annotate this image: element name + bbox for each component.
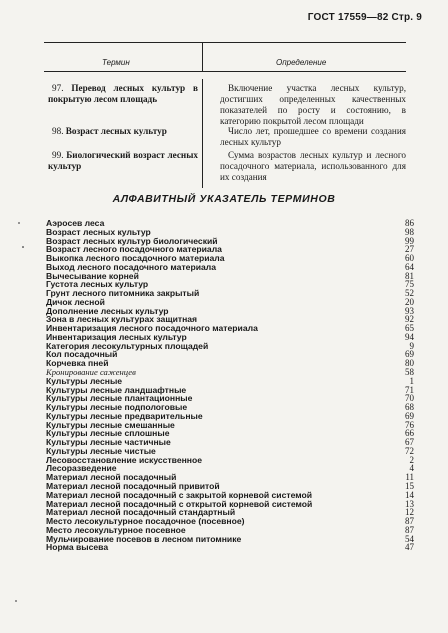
table-column-divider <box>202 79 203 188</box>
index-term-number: 13 <box>405 498 414 509</box>
index-term: Материал лесной посадочный привитой <box>46 480 220 491</box>
index-term-number: 4 <box>409 463 414 474</box>
index-term-number: 69 <box>405 349 414 360</box>
index-term: Инвентаризация лесного посадочного материала <box>46 323 258 334</box>
index-term: Место лесокультурное посадочное (посевное) <box>46 516 245 527</box>
index-term: Культуры лесные плантационные <box>46 393 193 404</box>
index-term-number: 81 <box>405 270 414 281</box>
index-term: Культуры лесные <box>46 375 123 386</box>
index-term: Лесоразведение <box>46 463 117 474</box>
term-number: 98. <box>52 126 64 136</box>
index-term-number: 58 <box>405 367 414 378</box>
index-term-number: 66 <box>405 428 414 439</box>
scan-speck <box>22 246 24 248</box>
table-header-divider <box>202 42 203 71</box>
index-term-number: 1 <box>409 375 414 386</box>
index-term: Аэросев леса <box>46 218 105 228</box>
index-term-number: 54 <box>405 533 414 544</box>
index-term-number: 60 <box>405 253 414 264</box>
index-term-number: 80 <box>405 358 414 369</box>
index-term-number: 86 <box>405 218 414 228</box>
index-term-number: 70 <box>405 393 414 404</box>
column-header-term: Термин <box>102 58 130 67</box>
index-term: Культуры лесные ландшафтные <box>46 384 187 395</box>
index-term: Категория лесокультурных площадей <box>46 340 209 351</box>
index-term-number: 12 <box>405 507 414 518</box>
term-cell <box>48 126 198 137</box>
index-term: Культуры лесные чистые <box>46 445 156 456</box>
scan-speck <box>18 222 20 224</box>
index-term: Дичок лесной <box>46 296 105 307</box>
index-term-number: 47 <box>405 542 414 553</box>
index-term-number: 99 <box>405 235 414 246</box>
index-term-number: 20 <box>405 296 414 307</box>
index-term: Кронирование саженцев <box>46 367 136 378</box>
term-cell <box>48 150 198 172</box>
index-term: Материал лесной посадочный с открытой корневой системой <box>46 498 313 509</box>
index-term-number: 27 <box>405 244 414 255</box>
index-term: Грунт лесного питомника закрытый <box>46 288 200 299</box>
index-term: Дополнение лесных культур <box>46 305 169 316</box>
alphabetical-index <box>46 219 414 552</box>
index-term: Культуры лесные частичные <box>46 437 171 448</box>
index-term: Кол посадочный <box>46 349 118 360</box>
index-term: Место лесокультурное посевное <box>46 524 186 535</box>
index-term: Культуры лесные предварительные <box>46 410 203 421</box>
index-entry <box>46 543 414 552</box>
index-term: Материал лесной посадочный стандартный <box>46 507 236 518</box>
definition-text: Включение участка лесных культур, достигших определенных качественных показателей по росту и состоянию, в категорию покрытой лесом площади <box>220 83 406 126</box>
definition-cell <box>220 150 406 183</box>
index-term: Культуры лесные смешанные <box>46 419 175 430</box>
term-number: 97. <box>52 83 64 93</box>
index-term: Вычесывание корней <box>46 270 139 281</box>
index-term: Мульчирование посевов в лесном питомнике <box>46 533 242 544</box>
index-term-number: 67 <box>405 437 414 448</box>
index-term-number: 94 <box>405 331 414 342</box>
term-name: Биологический возраст лесных культур <box>48 150 198 171</box>
definition-cell <box>220 126 406 148</box>
index-term: Возраст лесного посадочного материала <box>46 244 222 255</box>
index-term-number: 14 <box>405 489 414 500</box>
index-term-number: 87 <box>405 516 414 527</box>
index-term: Материал лесной посадочный <box>46 472 177 483</box>
definition-text: Сумма возрастов лесных культур и лесного посадочного материала, использованного для их создания <box>220 150 406 182</box>
index-term-number: 2 <box>409 454 414 465</box>
index-term-number: 76 <box>405 419 414 430</box>
term-name: Перевод лесных культур в покрытую лесом площадь <box>48 83 198 104</box>
definition-text: Число лет, прошедшее со времени создания лесных культур <box>220 126 406 147</box>
index-term: Зона в лесных культурах защитная <box>46 314 198 325</box>
index-term: Возраст лесных культур биологический <box>46 235 218 246</box>
index-term-number: 92 <box>405 314 414 325</box>
term-name: Возраст лесных культур <box>65 126 167 136</box>
table-top-rule <box>44 42 406 43</box>
index-term-number: 52 <box>405 288 414 299</box>
term-number: 99. <box>52 150 64 160</box>
index-term: Густота лесных культур <box>46 279 149 290</box>
definition-cell <box>220 83 406 127</box>
index-term: Выход лесного посадочного материала <box>46 261 216 272</box>
index-term-number: 75 <box>405 279 414 290</box>
table-header-rule <box>44 71 406 72</box>
page-header: ГОСТ 17559—82 Стр. 9 <box>307 12 422 23</box>
index-term-number: 98 <box>405 226 414 237</box>
index-term: Лесовосстановление искусственное <box>46 454 203 465</box>
index-term-number: 65 <box>405 323 414 334</box>
index-title: АЛФАВИТНЫЙ УКАЗАТЕЛЬ ТЕРМИНОВ <box>112 193 336 205</box>
index-term-number: 11 <box>405 472 414 483</box>
index-term: Выкопка лесного посадочного материала <box>46 253 225 264</box>
index-term-number: 71 <box>405 384 414 395</box>
index-term-number: 15 <box>405 480 414 491</box>
index-term-number: 93 <box>405 305 414 316</box>
index-term-number: 87 <box>405 524 414 535</box>
index-term: Корчевка пней <box>46 358 109 369</box>
index-term: Материал лесной посадочный с закрытой корневой системой <box>46 489 313 500</box>
column-header-definition: Определение <box>276 58 327 67</box>
index-term: Культуры лесные сплошные <box>46 428 170 439</box>
index-term: Возраст лесных культур <box>46 226 151 237</box>
term-cell <box>48 83 198 105</box>
index-term-number: 72 <box>405 445 414 456</box>
index-term-number: 69 <box>405 410 414 421</box>
scan-speck <box>15 600 17 602</box>
index-term: Культуры лесные подпологовые <box>46 402 188 413</box>
index-term-number: 9 <box>409 340 414 351</box>
index-term: Норма высева <box>46 542 109 553</box>
index-term-number: 64 <box>405 261 414 272</box>
index-term: Инвентаризация лесных культур <box>46 331 187 342</box>
index-term-number: 68 <box>405 402 414 413</box>
